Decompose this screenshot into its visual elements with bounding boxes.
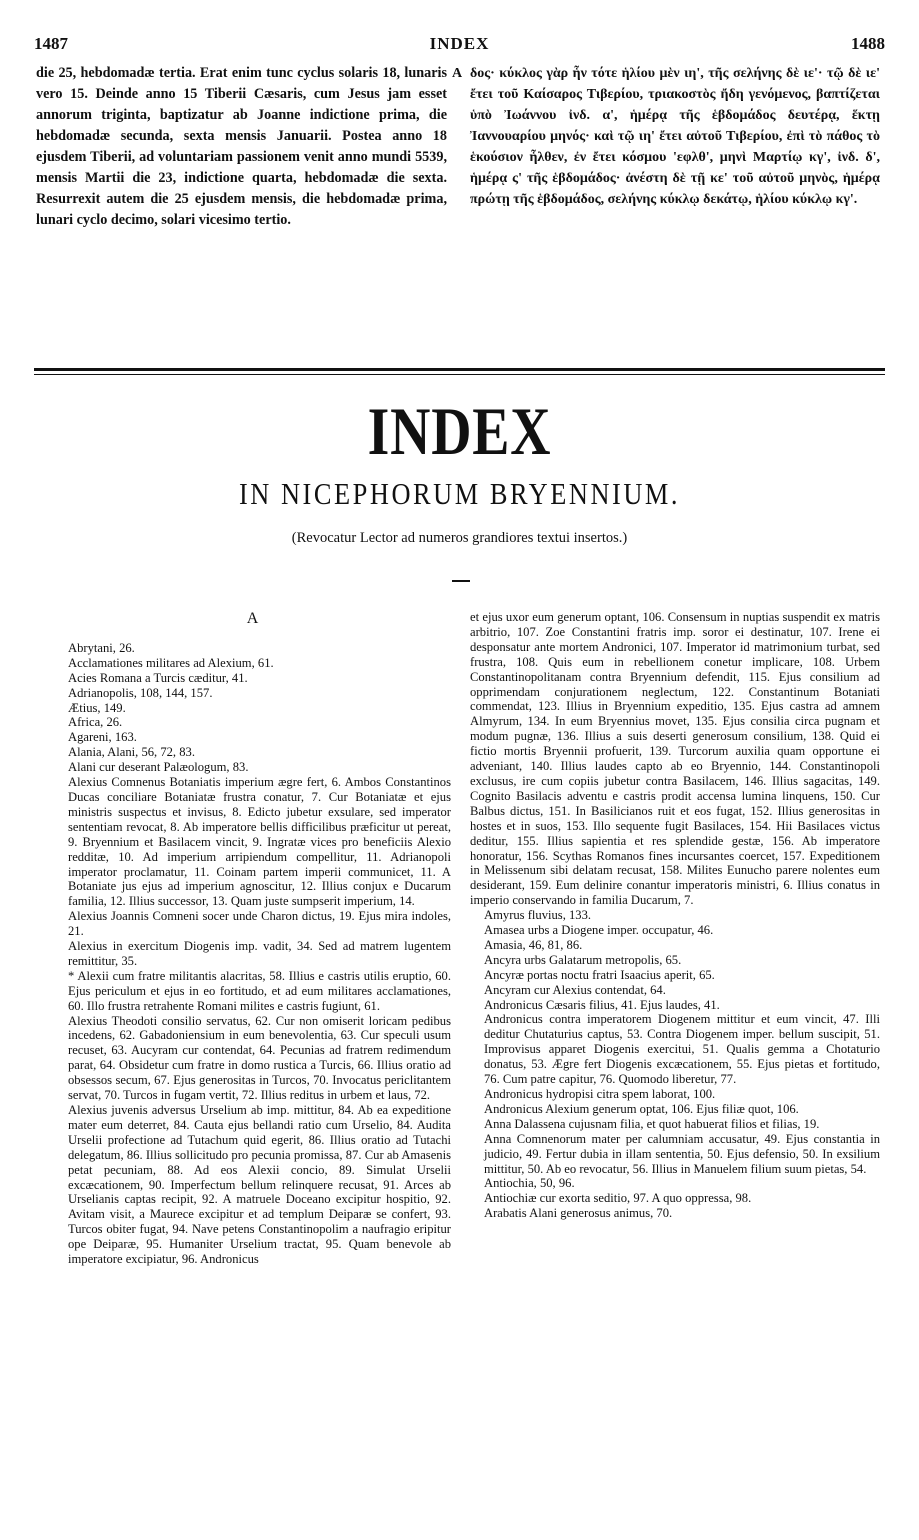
section-divider-thin	[34, 374, 885, 375]
short-divider	[452, 580, 470, 582]
latin-text-column: die 25, hebdomadæ tertia. Erat enim tunc cyclus solaris 18, lunaris vero 15. Deinde anno 15 Tiberii Cæsaris, cum Jesus jam esset annorum triginta, baptizatur ab Joanne indictione prima, die hebdomadæ secunda, sexta mensis Januarii. Postea anno 18 ejusdem Tiberii, ad voluntariam passionem venit anno mundi 5539, mensis Martii die 23, indictione quarta, hebdomadæ die sexta. Resurrexit autem die 25 ejusdem mensis, die hebdomadæ prima, lunari cyclo decimo, solari vicesimo tertio.	[36, 65, 447, 228]
index-entry: Alexius Theodoti consilio servatus, 62. Cur non omiserit loricam pedibus incedens, 62. Gabadoniensium in eum benevolentia, 63. Cur speculi usum recuset, 63. Aucyram cur contendat, 64. Pecunias ad fratrem redimendum parat, 64. Obsidetur cum fratre in domo rustica a Turcis, 66. Illius oratio ad obsessos secum, 67. Ejus generositas in Turcos, 70. Invocatus periclitantem servat, 70. Turcos in fugam vertit, 72. Illius reditus in urbem et laus, 72.	[68, 1013, 451, 1103]
margin-letter: A	[452, 66, 463, 81]
index-entry: Ancyram cur Alexius contendat, 64.	[484, 982, 666, 997]
index-entry: Andronicus Alexium generum optat, 106. Ejus filiæ quot, 106.	[484, 1101, 799, 1116]
index-entry: Ancyræ portas noctu fratri Isaacius aperit, 65.	[484, 967, 715, 982]
index-entry: Antiochiæ cur exorta seditio, 97. A quo oppressa, 98.	[484, 1191, 752, 1206]
index-entry: Adrianopolis, 108, 144, 157.	[68, 685, 213, 700]
index-entry: Alexius in exercitum Diogenis imp. vadit, 34. Sed ad matrem lugentem remittitur, 35.	[68, 939, 451, 968]
index-entry: Amasea urbs a Diogene imper. occupatur, 46.	[484, 923, 714, 938]
index-entry: Arabatis Alani generosus animus, 70.	[484, 1206, 673, 1221]
index-entry: Anna Comnenorum mater per calumniam accusatur, 49. Ejus constantia in judicio, 49. Fertur dubia in illam sententia, 50. Ejus defensio, 50. In exsilium mittitur, 50. Ab eo revocatur, 56. Illius in Manuelem filium suum pietas, 54.	[484, 1131, 880, 1176]
index-column-left	[54, 612, 451, 1267]
index-entry: Andronicus hydropisi citra spem laborat, 100.	[484, 1087, 716, 1101]
index-entry: * Alexii cum fratre militantis alacritas, 58. Illius e castris utilis eruptio, 60. Ejus periculum et ejus in eo fortitudo, et ad eum militares acclamationes, 60. Illo frustra retrahente Romani milites e castris fugiunt, 61.	[68, 968, 451, 1013]
index-entry: Alania, Alani, 56, 72, 83.	[68, 745, 195, 760]
index-entry: Andronicus contra imperatorem Diogenem mittitur et eum vincit, 47. Illi deditur Chutaturius captus, 53. Contra Diogenem imper. bellum suscipit, 51. Improvisus apparet Diogenis exercitui, 51. Qualis gemma a Chotaturio donatus, 53. Ægre fert Diogenis excæcationem, 55. Ejus pietas et fortitudo, 76. Cum patre capitur, 76. Quomodo liberetur, 77.	[484, 1012, 880, 1087]
index-subtitle: IN NICEPHORUM BRYENNIUM.	[238, 476, 681, 511]
index-entry: Anna Dalassena cujusnam filia, et quot habuerat filios et filias, 19.	[484, 1116, 820, 1131]
index-entry: Abrytani, 26.	[68, 640, 135, 655]
running-head	[34, 34, 885, 60]
letter-heading: A	[246, 610, 259, 627]
index-entry: Alani cur deserant Palæologum, 83.	[68, 760, 249, 775]
entry-list-left	[54, 641, 451, 1267]
running-title: INDEX	[429, 34, 490, 53]
index-entry: Alexius Joannis Comneni socer unde Charon dictus, 19. Ejus mira indoles, 21.	[68, 909, 451, 939]
index-entry: Alexius juvenis adversus Urselium ab imp. mittitur, 84. Ab ea expeditione mater eum deterret, 84. Cauta ejus bellandi ratio cum Urselio, 84. Audita Urselii profectione ad Tutachum quid egerit, 86. Illius oratio ad Tutachi delegatum, 86. Illius sollicitudo pro pecunia promissa, 87. Cur ab Amasenis petat pecuniam, 88. Ad eos Alexii concio, 89. Simulat Urselii excæcationem, 90. Imperfectum bellum relinquere recusat, 91. Arces ab Urselianis captas recipit, 92. A matruele Doceano excipitur hospitio, 92. Avitam visit, a Maurece excipitur et ad templum Deiparæ se confert, 93. Turcos obiter fugat, 94. Nave petens Constantinopolim a naufragio eripitur ope Deiparæ, 95. Humaniter Urselium tractat, 95. Quam benevole ab imperatore excipiatur, 96. Andronicus	[68, 1103, 451, 1267]
index-entry: Alexius Comnenus Botaniatis imperium ægre fert, 6. Ambos Constantinos Ducas conciliare Botaniatæ frustra conatur, 7. Cur Botaniatæ et ejus ministris suspectus et invisus, 8. Edicto jubetur exsulare, sed imperator sententiam revocat, 8. Ab imperatore bellis difficilibus præficitur ut pereat, 9. Bryennium et Basilacem vincit, 9. Ingratæ vices pro beneficiis Alexio redditæ, 10. Ad imperium arripiendum compellitur, 11. Adrianopoli imperator proclamatur, 11. Coinam partem imperii communicet, 11. A Botaniate jus ejus ad imperium agnoscitur, 12. Illius conjux e Ducarum familia, 12. Illius successor, 13. Quam juste sumpserit imperium, 14.	[68, 775, 451, 909]
greek-text-column: δος· κύκλος γὰρ ἦν τότε ἡλίου μὲν ιη', τῆς σελήνης δὲ ιε'· τῷ δὲ ιε' ἔτει τοῦ Καίσαρος Τιβερίου, τριακοστὸς ἤδη γενόμενος, βαπτίζεται ὑπὸ Ἰωάννου ἰνδ. α', ἡμέρᾳ τῆς ἑβδομάδος δευτέρᾳ, ἕκτῃ Ἰαννουαρίου μηνός· καὶ τῷ ιη' ἔτει αὐτοῦ Τιβερίου, ἐπὶ τὸ πάθος τὸ ἑκούσιον ἦλθεν, ἐν ἔτει κόσμου 'εφλθ', μηνὶ Μαρτίῳ κγ', ἰνδ. δ', ἡμέρᾳ ς' τῆς ἑβδομάδος· ἀνέστη δὲ τῇ κε' τοῦ αὐτοῦ μηνὸς, ἡμέρᾳ πρώτῃ τῆς ἑβδομάδος, σελήνης κύκλῳ δεκάτῳ, ἡλίου κύκλῳ κγ'.	[470, 66, 880, 207]
page-number-left: 1487	[34, 34, 68, 53]
entry-list-right	[470, 610, 880, 1221]
index-entry: Antiochia, 50, 96.	[484, 1176, 575, 1191]
index-entry: Ancyra urbs Galatarum metropolis, 65.	[484, 952, 682, 967]
index-entry: Agareni, 163.	[68, 730, 137, 745]
index-entry: Acies Romana a Turcis cæditur, 41.	[68, 670, 248, 685]
index-entry: Andronicus Cæsaris filius, 41. Ejus laudes, 41.	[484, 997, 720, 1012]
index-entry: Africa, 26.	[68, 715, 123, 730]
index-entry: Amasia, 46, 81, 86.	[484, 937, 583, 952]
index-entry: Acclamationes militares ad Alexium, 61.	[68, 655, 274, 670]
index-entry: Amyrus fluvius, 133.	[484, 908, 592, 923]
index-column-right	[470, 610, 880, 1221]
index-entry: Ætius, 149.	[68, 700, 126, 715]
index-entry: et ejus uxor eum generum optant, 106. Consensum in nuptias suspendit ex matris arbitrio, 107. Zoe Constantini fratris imp. soror ei destinatur, 107. Irene ei desponsatur ante mortem Andronici, 107. Imperator id matrimonium turbat, sed frustra, 108. Quis eum in rebellionem conetur implicare, 108. Urbem Constantinopolitanam contra Bryennium defendit, 115. Ejus consilium ad opprimendam conjurationem neglectum, 122. Constantinum Botaniati commendat, 123. Illius in Bryennium expeditio, 135. Ejus castra ad amnem Almyrum, 134. In eum Bryennius movet, 135. Ejus consilia circa pugnam et modum pugnæ, 136. Illius a suis deserti generosum consilium, 138. Quid ei fictio mortis Bryennii profuerit, 139. Turcorum auxilia quam opportune ei adveniant, 140. Illius laudes capto ab eo Bryennio, 144. Constantinopoli exclusus, ire cum copiis jubetur contra Basilacem, 146. Illius sagacitas, 149. Cognito Basilacis adventu e castris prodit accensa lumina linquens, 150. Cur Balbus dictus, 151. In Basilicianos ruit et eos fugat, 152. Illius generositas in hostes et in suos, 153. Illo sequente fugit Basilaces, 154. Hii Basilaces victus deditur, 155. Illius sapientia et res splendide gestæ, 156. Ab imperatore honoratur, 156. Scythas Romanos fines incursantes coercet, 157. Expeditionem in Melissenum sibi delatam recusat, 158. Milites Eunucho parere nolentes eum desiderant, 159. Eum delinire conantur imperatoris ministri, 6. Illius conatus in imperio conservando in familia Ducarum, 7.	[470, 610, 880, 908]
index-note: (Revocatur Lector ad numeros grandiores textui insertos.)	[291, 530, 628, 546]
section-divider-thick	[34, 368, 885, 371]
page-number-right: 1488	[851, 34, 885, 53]
index-title: INDEX	[367, 393, 552, 469]
